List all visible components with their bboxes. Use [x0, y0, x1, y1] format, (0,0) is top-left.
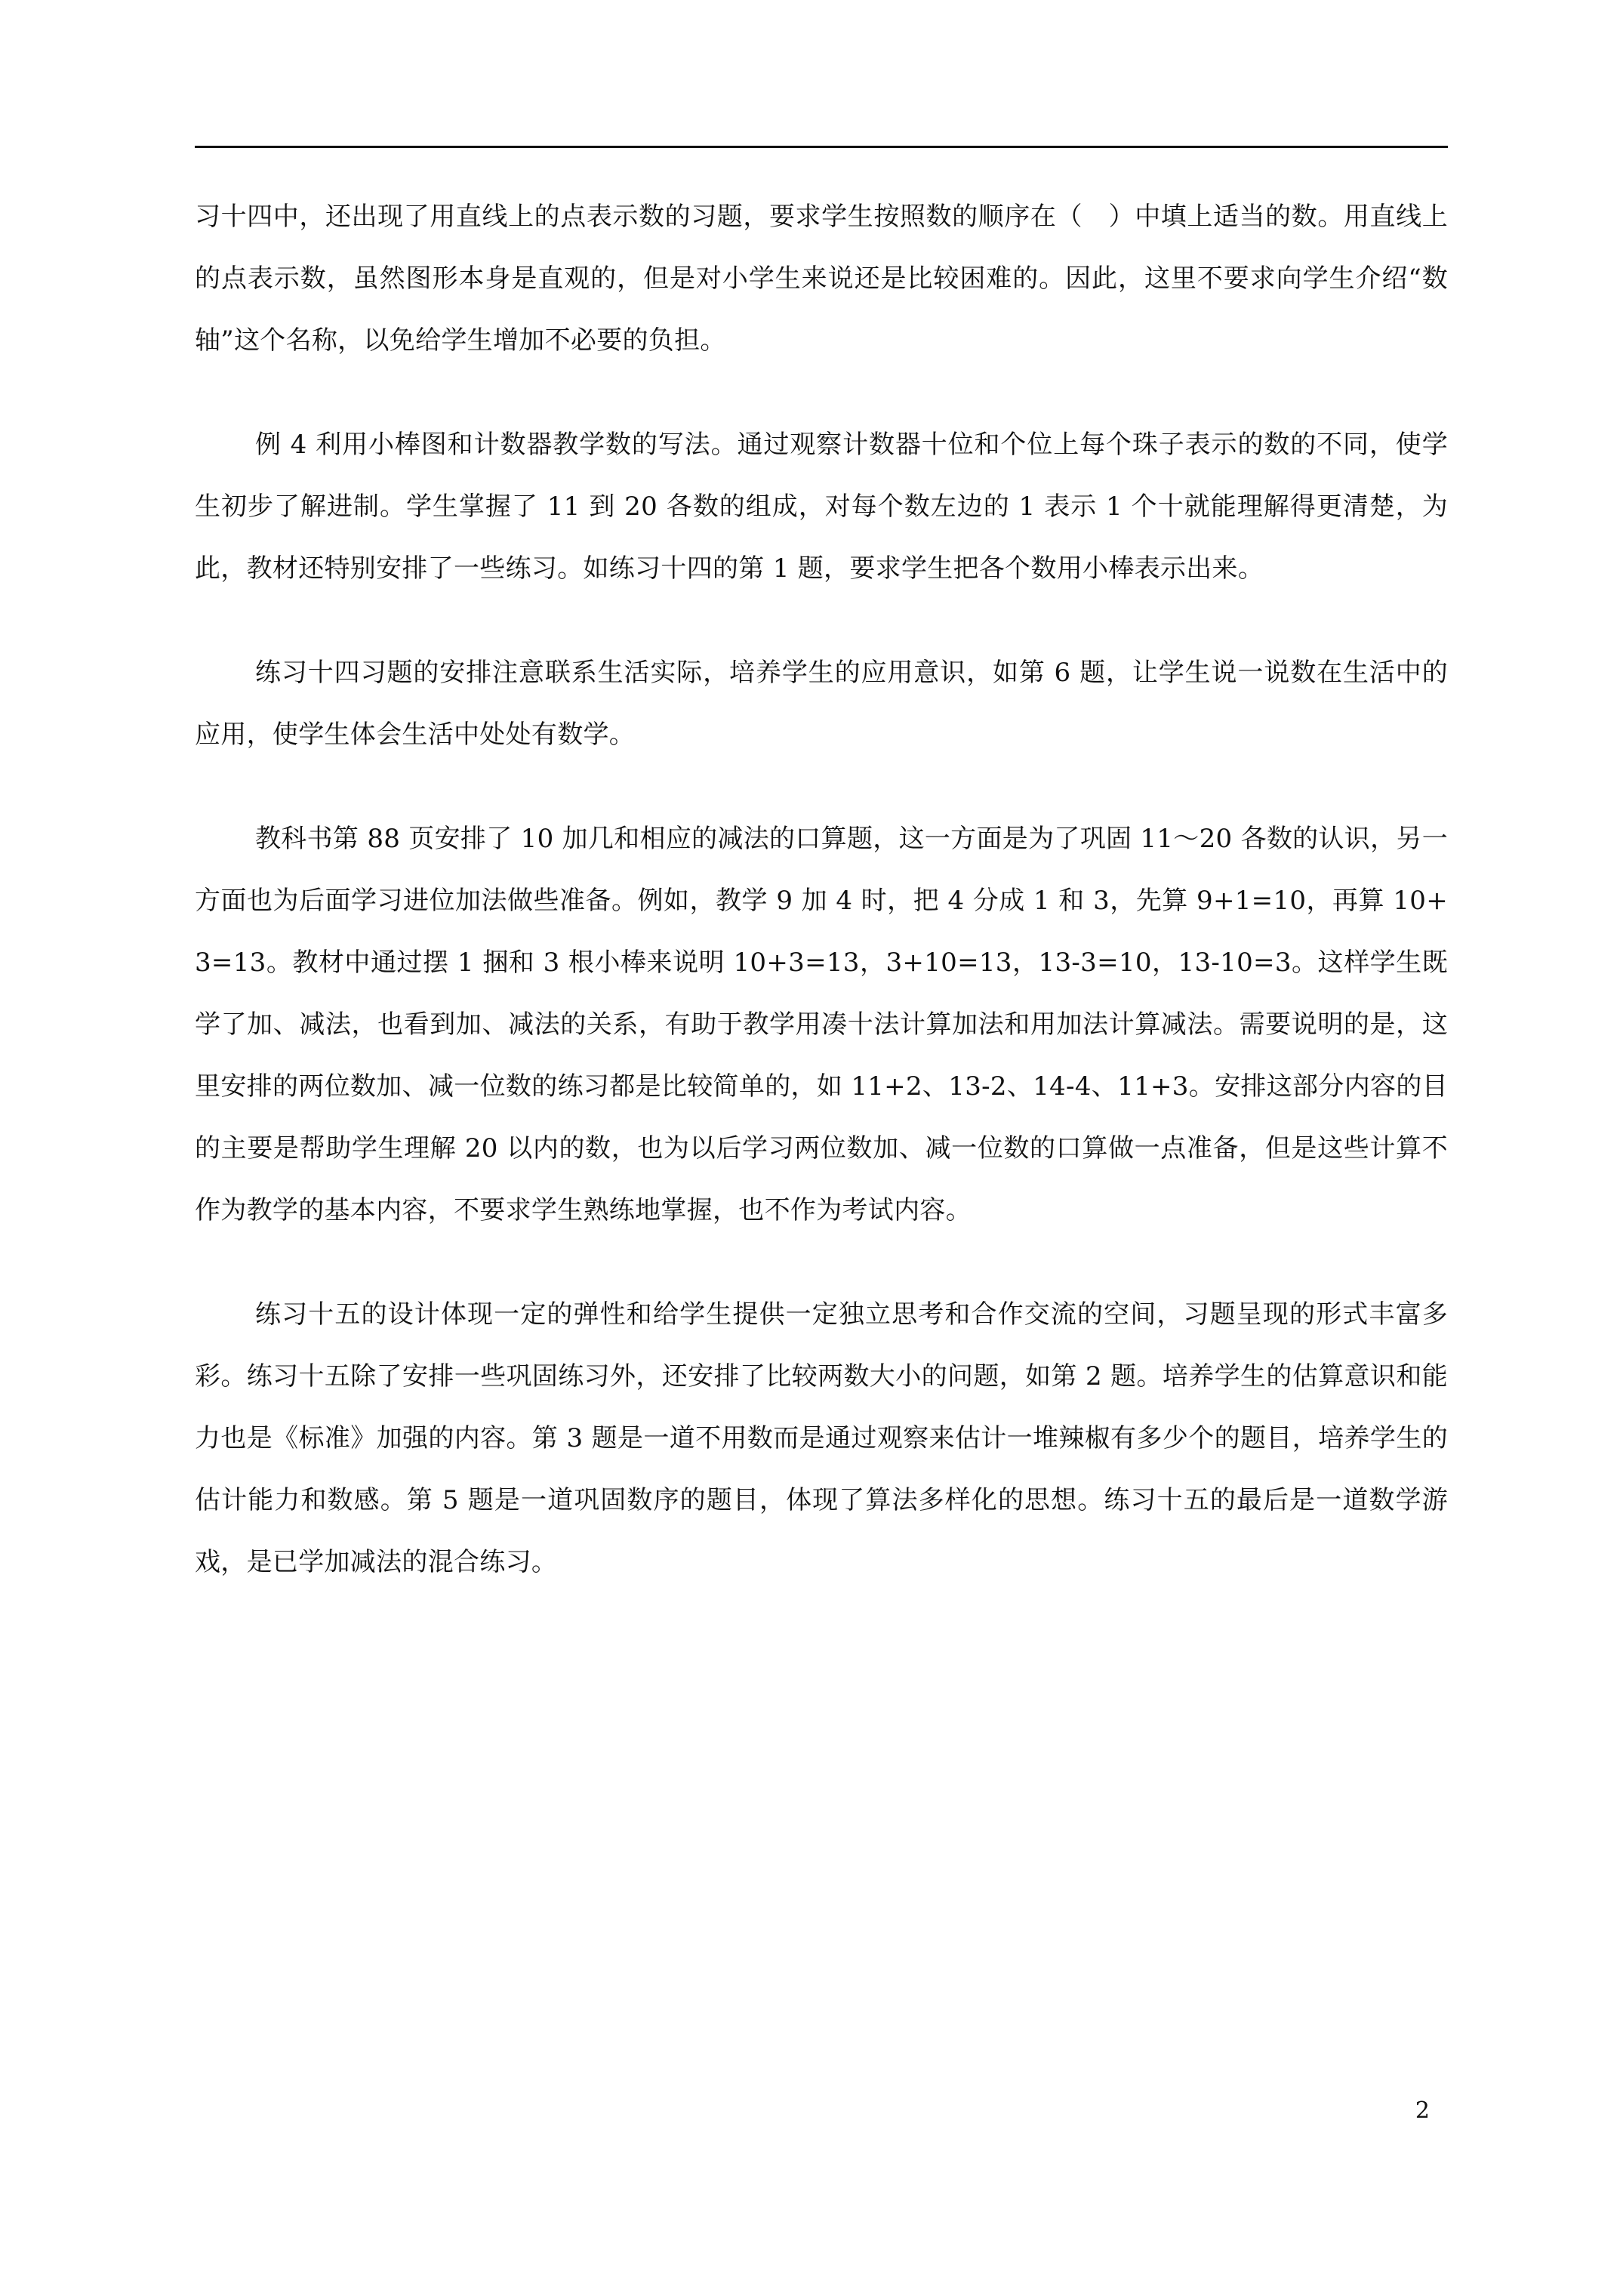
paragraph-continuation: 习十四中，还出现了用直线上的点表示数的习题，要求学生按照数的顺序在（ ）中填上适当的数。用直线上的点表示数，虽然图形本身是直观的，但是对小学生来说还是比较困难的。因此，这里不要求向学生介绍“数轴”这个名称，以免给学生增加不必要的负担。	[195, 202, 1448, 356]
paragraph-page-88: 教科书第 88 页安排了 10 加几和相应的减法的口算题，这一方面是为了巩固 11～20 各数的认识，另一方面也为后面学习进位加法做些准备。例如，教学 9 加 4 时，把 4 分成 1 和 3，先算 9+1=10，再算 10+3=13。教材中通过摆 1 捆和 3 根小棒来说明 10+3=13，3+10=13，13-3=10，13-10=3。这样学生既学了加、减法，也看到加、减法的关系，有助于教学用凑十法计算加法和用加法计算减法。需要说明的是，这里安排的两位数加、减一位数的练习都是比较简单的，如 11+2、13-2、14-4、11+3。安排这部分内容的目的主要是帮助学生理解 20 以内的数，也为以后学习两位数加、减一位数的口算做一点准备，但是这些计算不作为教学的基本内容，不要求学生熟练地掌握，也不作为考试内容。	[195, 824, 1448, 1225]
document-body	[195, 186, 1448, 1635]
paragraph-exercise-15: 练习十五的设计体现一定的弹性和给学生提供一定独立思考和合作交流的空间，习题呈现的形式丰富多彩。练习十五除了安排一些巩固练习外，还安排了比较两数大小的问题，如第 2 题。培养学生的估算意识和能力也是《标准》加强的内容。第 3 题是一道不用数而是通过观察来估计一堆辣椒有多少个的题目，培养学生的估计能力和数感。第 5 题是一道巩固数序的题目，体现了算法多样化的思想。练习十五的最后是一道数学游戏，是已学加减法的混合练习。	[195, 1299, 1448, 1577]
header-rule	[195, 146, 1448, 148]
paragraph-example-4: 例 4 利用小棒图和计数器教学数的写法。通过观察计数器十位和个位上每个珠子表示的数的不同，使学生初步了解进制。学生掌握了 11 到 20 各数的组成，对每个数左边的 1 表示 1 个十就能理解得更清楚，为此，教材还特别安排了一些练习。如练习十四的第 1 题，要求学生把各个数用小棒表示出来。	[195, 430, 1448, 584]
page-number: 2	[1415, 2097, 1430, 2124]
paragraph-exercise-14: 练习十四习题的安排注意联系生活实际，培养学生的应用意识，如第 6 题，让学生说一说数在生活中的应用，使学生体会生活中处处有数学。	[195, 658, 1448, 750]
